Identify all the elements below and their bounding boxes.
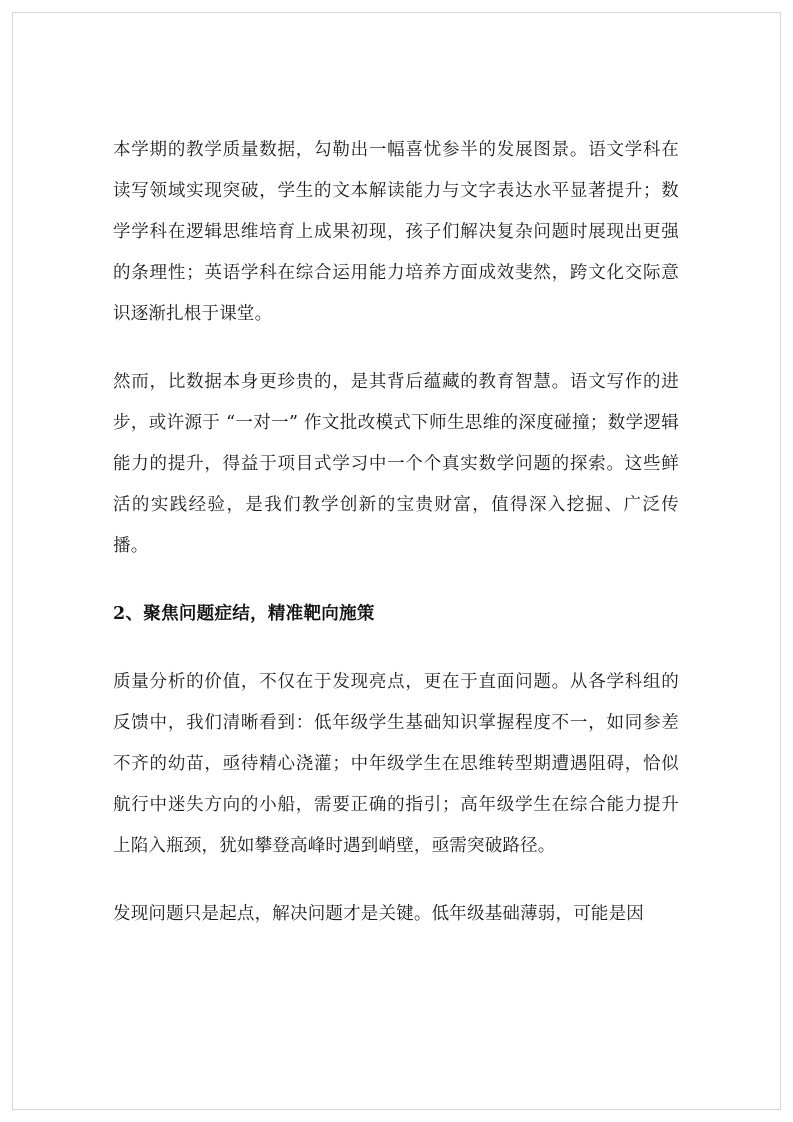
paragraph-3: 质量分析的价值，不仅在于发现亮点，更在于直面问题。从各学科组的反馈中，我们清晰看到：低年级学生基础知识掌握程度不一，如同参差不齐的幼苗，亟待精心浇灌；中年级学生在思维转型期遭遇阻碍，恰似航行中迷失方向的小船，需要正确的指引；高年级学生在综合能力提升上陷入瓶颈，犹如攀登高峰时遇到峭壁，亟需突破路径。 <box>113 672 679 856</box>
section-heading-2: 2、聚焦问题症结，精准靶向施策 <box>113 604 375 624</box>
paragraph-2: 然而，比数据本身更珍贵的，是其背后蕴藏的教育智慧。语文写作的进步，或许源于 “一对一” 作文批改模式下师生思维的深度碰撞；数学逻辑能力的提升，得益于项目式学习中一个个真实数学问题的探索。这些鲜活的实践经验，是我们教学创新的宝贵财富，值得深入挖掘、广泛传播。 <box>113 372 679 556</box>
paragraph-4: 发现问题只是起点，解决问题才是关键。低年级基础薄弱，可能是因 <box>113 904 644 924</box>
paragraph-1: 本学期的教学质量数据，勾勒出一幅喜忧参半的发展图景。语文学科在读写领域实现突破，学生的文本解读能力与文字表达水平显著提升；数学学科在逻辑思维培育上成果初现，孩子们解决复杂问题时展现出更强的条理性；英语学科在综合运用能力培养方面成效斐然，跨文化交际意识逐渐扎根于课堂。 <box>113 140 679 324</box>
document-body <box>113 130 679 935</box>
